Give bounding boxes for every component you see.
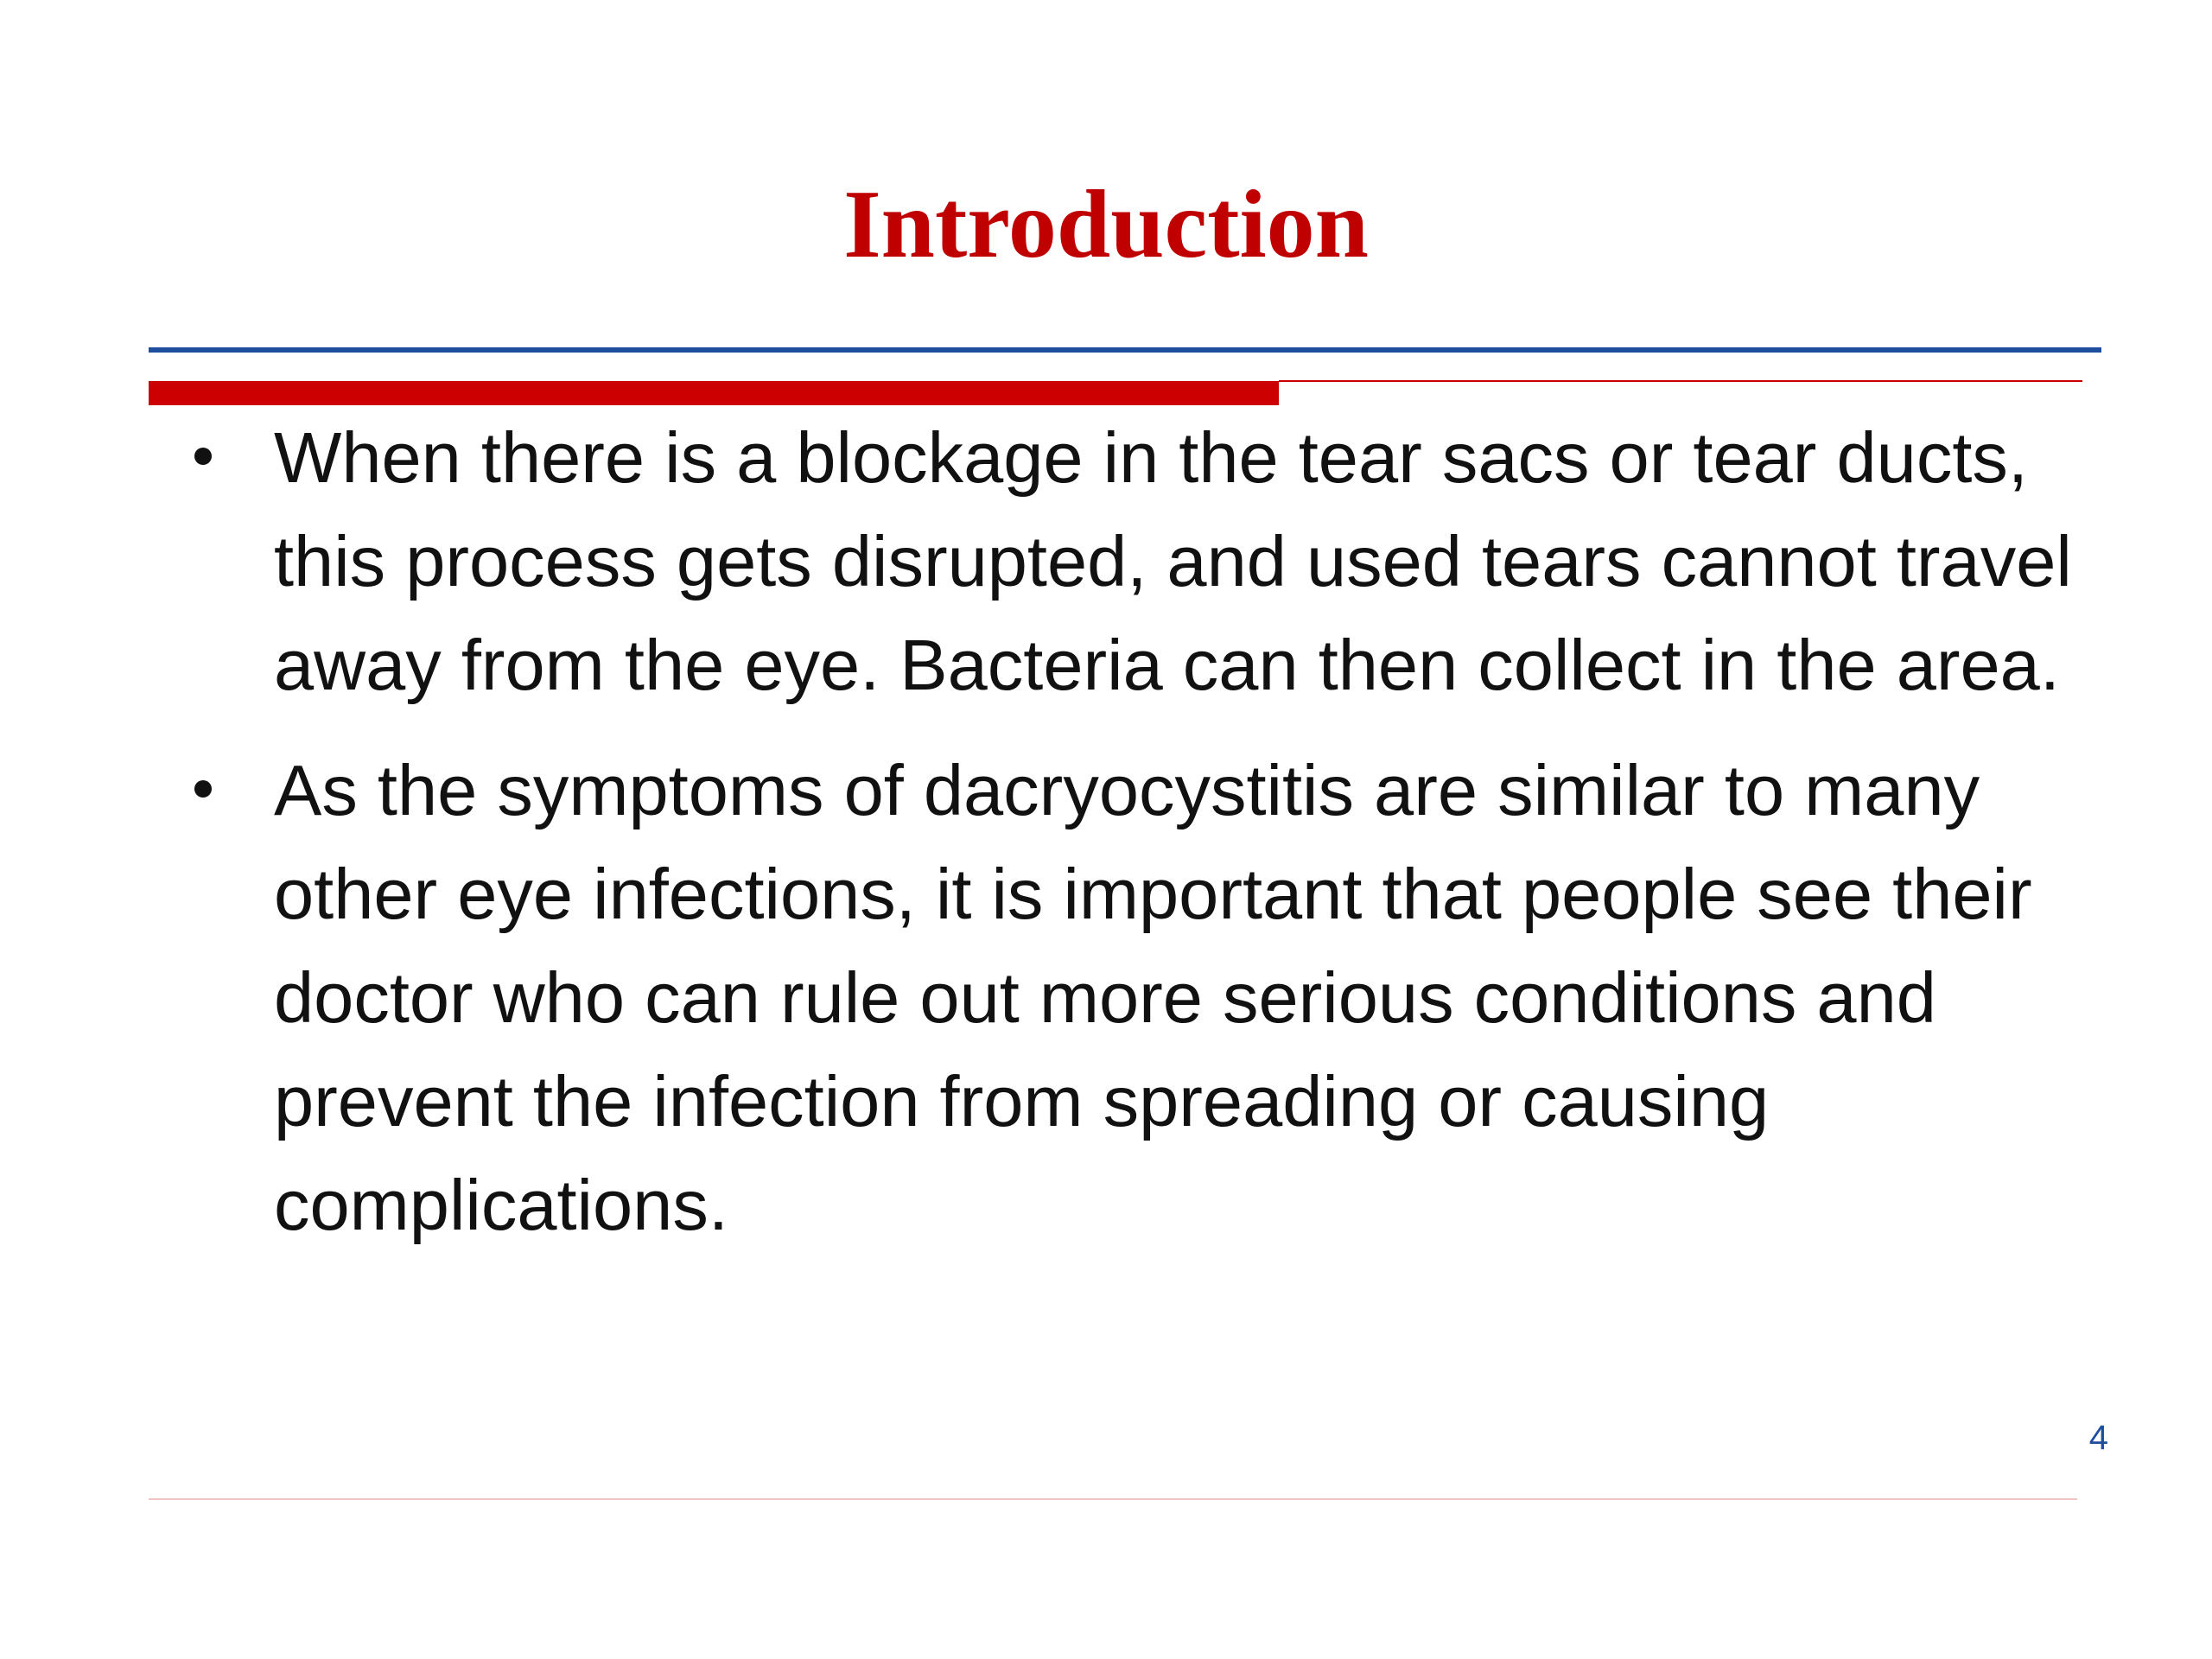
bullet-text: As the symptoms of dacryocystitis are similar to many other eye infections, it is important that people see their doctor who can rule out more serious conditions and prevent the infection from spreading or causing complications. [274,750,2032,1245]
bullet-list [181,406,2082,1279]
bullet-text: When there is a blockage in the tear sacs or tear ducts, this process gets disrupted, and used tears cannot travel away from the eye. Bacteria can then collect in the area. [274,417,2072,705]
footer-divider [149,1498,2077,1500]
title-divider-red-bar [149,381,1279,405]
bullet-item [181,739,2082,1257]
slide-title: Introduction [843,171,1369,278]
bullet-icon [194,780,212,798]
title-divider-blue [149,347,2101,353]
bullet-icon [194,448,212,465]
bullet-item [181,406,2082,717]
page-number: 4 [2088,1419,2108,1457]
title-divider-red-line [1279,380,2082,382]
